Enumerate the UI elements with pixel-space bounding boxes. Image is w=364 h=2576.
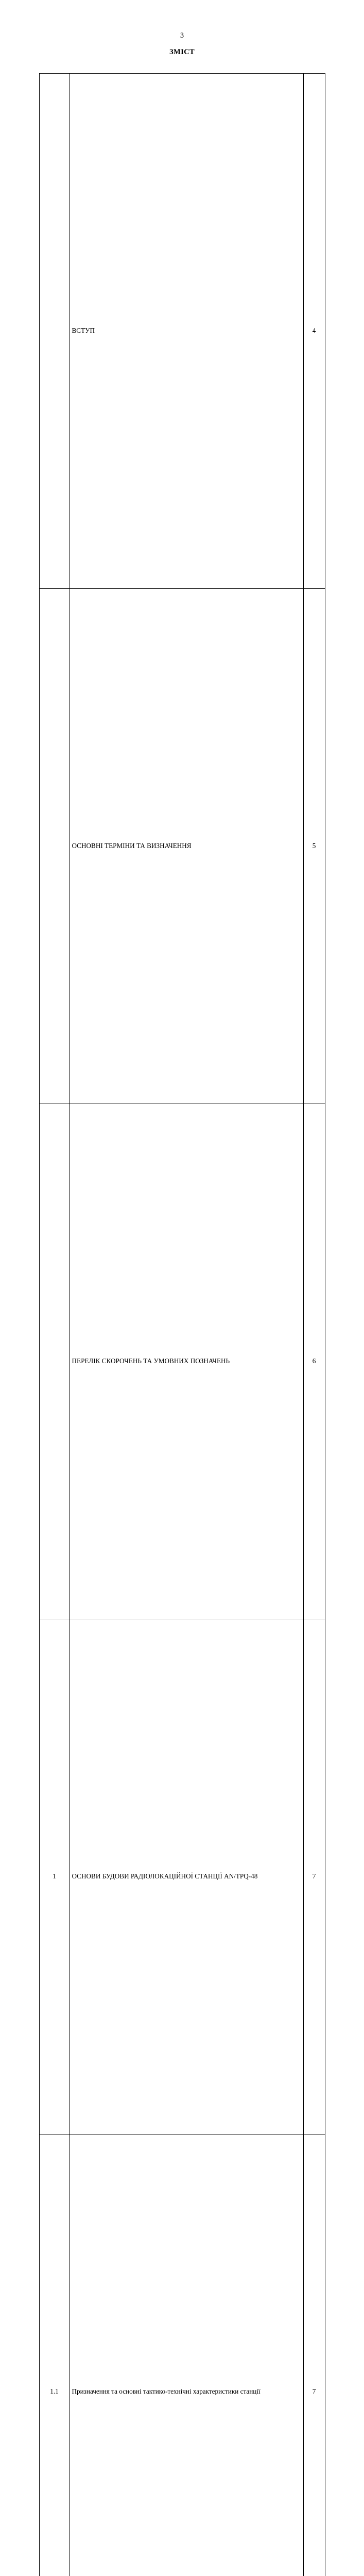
- row-number: [39, 1104, 70, 1619]
- table-row: [39, 2134, 325, 2576]
- table-of-contents: [39, 73, 325, 2576]
- toc-body: [39, 73, 325, 2576]
- table-row: [39, 1619, 325, 2134]
- row-number: 1.1: [39, 2134, 70, 2576]
- table-row: [39, 1104, 325, 1619]
- row-number: 1: [39, 1619, 70, 2134]
- table-row: [39, 588, 325, 1104]
- table-row: [39, 73, 325, 588]
- document-page: [0, 31, 364, 2396]
- row-number: [39, 588, 70, 1104]
- row-title: ВСТУП: [70, 73, 303, 588]
- row-title: ОСНОВНІ ТЕРМІНИ ТА ВИЗНАЧЕННЯ: [70, 588, 303, 1104]
- row-page: 6: [303, 1104, 325, 1619]
- page-number: 3: [180, 31, 184, 40]
- row-page: 4: [303, 73, 325, 588]
- row-title: Призначення та основні тактико-технічні характеристики станції: [70, 2134, 303, 2576]
- row-title: ПЕРЕЛІК СКОРОЧЕНЬ ТА УМОВНИХ ПОЗНАЧЕНЬ: [70, 1104, 303, 1619]
- row-page: 7: [303, 1619, 325, 2134]
- row-page: 7: [303, 2134, 325, 2576]
- page-title: ЗМІСТ: [169, 47, 195, 56]
- row-page: 5: [303, 588, 325, 1104]
- row-number: [39, 73, 70, 588]
- row-title: ОСНОВИ БУДОВИ РАДІОЛОКАЦІЙНОЇ СТАНЦІЇ AN/TPQ-48: [70, 1619, 303, 2134]
